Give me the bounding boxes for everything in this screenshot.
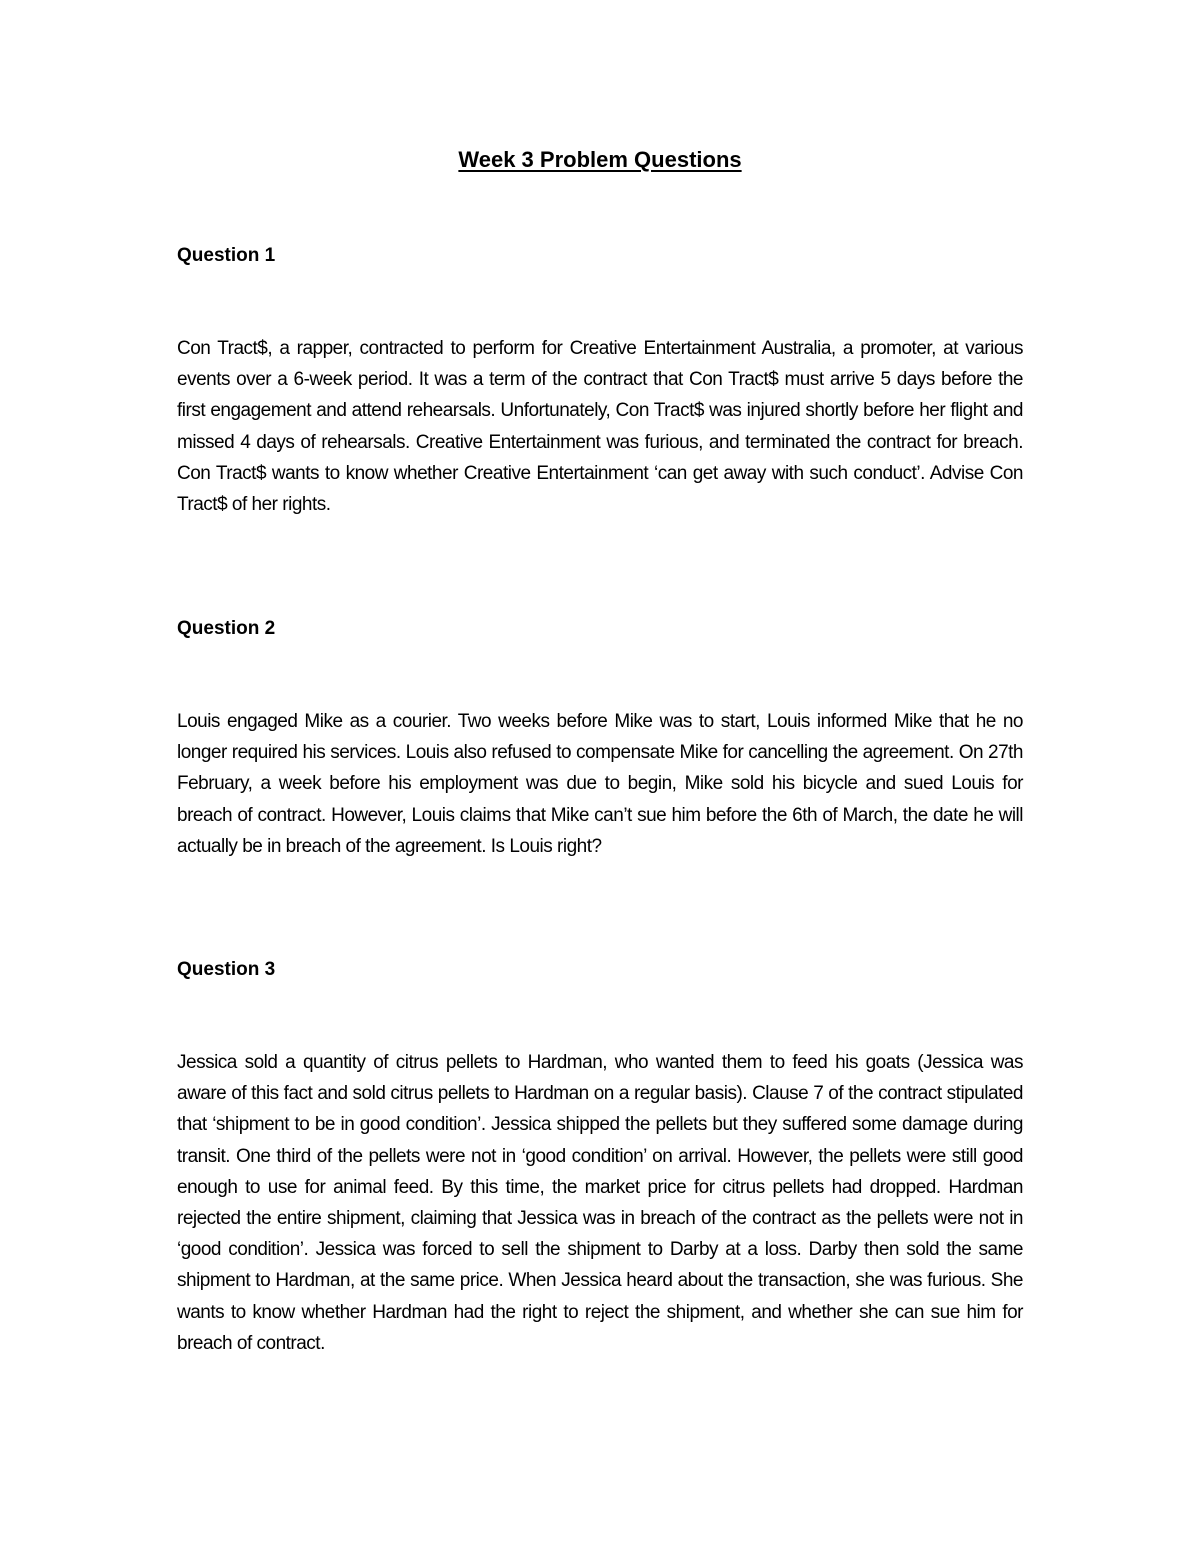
question-1-heading: Question 1: [177, 245, 276, 266]
question-1-body: Con Tract$, a rapper, contracted to perform for Creative Entertainment Australia, a promoter, at various events over a 6-week period. It was a term of the contract that Con Tract$ must arrive 5 days before the first engagement and attend rehearsals. Unfortunately, Con Tract$ was injured shortly before her flight and missed 4 days of rehearsals. Creative Entertainment was furious, and terminated the contract for breach. Con Tract$ wants to know whether Creative Entertainment ‘can get away with such conduct’. Advise Con Tract$ of her rights.: [177, 338, 1023, 516]
question-3-body: Jessica sold a quantity of citrus pellets to Hardman, who wanted them to feed his goats (Jessica was aware of this fact and sold citrus pellets to Hardman on a regular basis). Clause 7 of the contract stipulated that ‘shipment to be in good condition’. Jessica shipped the pellets but they suffered some damage during transit. One third of the pellets were not in ‘good condition’ on arrival. However, the pellets were still good enough to use for animal feed. By this time, the market price for citrus pellets had dropped. Hardman rejected the entire shipment, claiming that Jessica was in breach of the contract as the pellets were not in ‘good condition’. Jessica was forced to sell the shipment to Darby at a loss. Darby then sold the same shipment to Hardman, at the same price. When Jessica heard about the transaction, she was furious. She wants to know whether Hardman had the right to reject the shipment, and whether she can sue him for breach of contract.: [177, 1052, 1023, 1354]
page-title: Week 3 Problem Questions: [458, 147, 742, 172]
question-2-heading: Question 2: [177, 618, 276, 639]
question-3-heading: Question 3: [177, 959, 276, 980]
question-2-body: Louis engaged Mike as a courier. Two weeks before Mike was to start, Louis informed Mike that he no longer required his services. Louis also refused to compensate Mike for cancelling the agreement. On 27th February, a week before his employment was due to begin, Mike sold his bicycle and sued Louis for breach of contract. However, Louis claims that Mike can’t sue him before the 6th of March, the date he will actually be in breach of the agreement. Is Louis right?: [177, 711, 1023, 857]
